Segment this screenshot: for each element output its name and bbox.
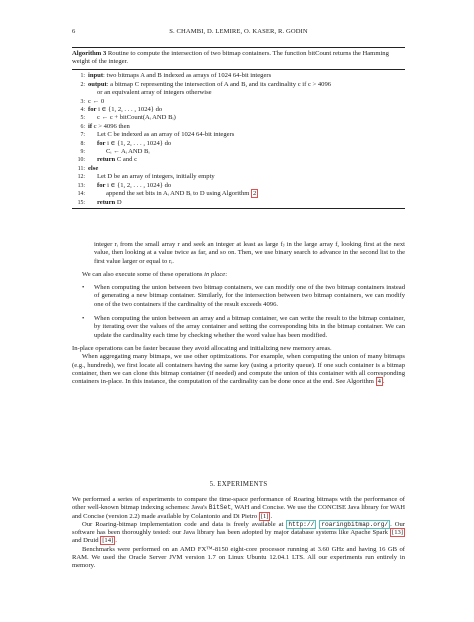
line-number: 4: — [80, 107, 85, 114]
algorithm-line — [72, 106, 405, 114]
line-number: 14: — [77, 191, 85, 198]
experiments-paragraph — [72, 496, 405, 521]
algorithm-block — [72, 47, 405, 209]
algorithm-line — [72, 98, 405, 106]
line-keyword: input — [88, 72, 104, 80]
aggregation-paragraph — [72, 353, 405, 386]
line-text: i ∈ {1, 2, . . . , 1024} do — [96, 106, 163, 114]
algorithm-line — [72, 156, 405, 164]
line-text: c ← 0 — [88, 97, 105, 105]
experiments-end: . — [270, 512, 273, 520]
algorithm-bottom-rule — [72, 208, 405, 209]
line-number: 10: — [77, 157, 85, 164]
algorithm-line — [72, 199, 405, 207]
running-title: S. CHAMBI, D. LEMIRE, O. KASER, R. GODIN — [169, 28, 308, 35]
section-heading: 5. EXPERIMENTS — [209, 481, 268, 488]
line-keyword: for — [88, 106, 97, 114]
line-keyword: for — [97, 139, 106, 147]
aggregation-text: When aggregating many bitmaps, we use other optimizations. For example, when computing the union of many bitmaps (e.g., hundreds), we first locate all containers having the same key (using a priority queue). If one such container is a bitmap container, then we can clone this bitmap container (if needed) and compute the union of this container with all corresponding containers in-place. In this instance, the computation of the cardinality can be done once at the end. See Algorithm — [72, 353, 405, 386]
line-keyword: else — [88, 164, 99, 172]
in-place-intro-suffix: : — [225, 270, 228, 278]
experiments-text-b: , WAH and Concise. We use the CONCISE Java library for WAH and Concise (version 2.2) made available by Colantonio and Di Pietro — [72, 504, 405, 520]
impl-text-b: . Our software has been thoroughly tested: our Java library has been adopted by major database systems like Apache Spark — [72, 520, 405, 537]
url-link-part-1[interactable]: http:// — [288, 520, 315, 528]
algorithm-reference-link[interactable]: 2 — [253, 190, 257, 198]
algorithm-lines — [72, 70, 405, 207]
line-text: : a bitmap C representing the intersection of A and B, and its cardinality c if c > 4096 — [106, 80, 332, 88]
line-number: 5: — [80, 115, 85, 122]
algorithm-reference-link[interactable]: 4 — [377, 378, 381, 386]
algorithm-line — [72, 182, 405, 190]
line-number: 8: — [80, 140, 85, 147]
algorithm-line — [72, 114, 405, 122]
line-text: i ∈ {1, 2, . . . , 1024} do — [105, 139, 172, 147]
algorithm-line — [72, 131, 405, 139]
algorithm-line — [72, 89, 405, 97]
algorithm-line — [72, 165, 405, 173]
in-place-intro — [72, 271, 405, 279]
bullet-item — [76, 284, 405, 309]
algorithm-label: Algorithm 3 — [72, 50, 107, 57]
algorithm-line — [72, 190, 405, 198]
line-text: append the set bits in Aᵢ AND Bᵢ to D using Algorithm — [106, 190, 252, 198]
line-number: 3: — [80, 98, 85, 105]
line-text: i ∈ {1, 2, . . . , 1024} do — [105, 181, 172, 189]
continued-paragraph: integer rᵢ from the small array r and seek an integer at least as large fⱼ in the large array f, looking first at the next value, then looking at a value twice as far, and so on. Then, we use binary search to advance in the second list to the first value larger or equal to rᵢ. — [94, 241, 405, 265]
aggregation-end: . — [382, 378, 385, 386]
line-keyword: return — [97, 156, 116, 164]
line-keyword: output — [88, 80, 107, 88]
line-number: 12: — [77, 174, 85, 181]
bullet-text: When computing the union between two bitmap containers, we can modify one of the two bitmap containers instead of generating a new bitmap container. Similarly, for the intersection between two bitmap containers, we can modify one of the two containers if the cardinality of the result exceeds 4096. — [94, 284, 405, 308]
impl-end: . — [115, 537, 117, 545]
algorithm-caption-text: Routine to compute the intersection of two bitmap containers. The function bitCount returns the Hamming weight of the integer. — [72, 50, 389, 66]
implementation-paragraph — [72, 521, 405, 546]
line-text: Let C be indexed as an array of 1024 64-bit integers — [97, 131, 235, 139]
algorithm-line — [72, 148, 405, 156]
citation-link-14[interactable]: [14] — [102, 537, 114, 545]
bullet-item — [76, 315, 405, 340]
line-text: D — [115, 198, 122, 206]
line-keyword: return — [97, 198, 116, 206]
algorithm-line — [72, 123, 405, 131]
line-text: Let D be an array of integers, initially empty — [97, 173, 215, 181]
benchmark-paragraph: Benchmarks were performed on an AMD FX™-8150 eight-core processor running at 3.60 GHz and having 16 GB of RAM. We used the Oracle Server JVM version 1.7 on Linux Ubuntu 12.04.1 LTS. All our experiments run entirely in memory. — [72, 545, 405, 570]
line-number: 6: — [80, 123, 85, 130]
in-place-intro-prefix: We can also execute some of these operations — [82, 270, 205, 278]
line-number: 7: — [80, 132, 85, 139]
url-link-part-2[interactable]: roaringbitmap.org/ — [321, 520, 389, 528]
line-number: 15: — [77, 199, 85, 206]
body-text-upper — [72, 241, 405, 386]
algorithm-line — [72, 140, 405, 148]
line-number: 2: — [80, 81, 85, 88]
citation-link-1[interactable]: [1] — [260, 512, 269, 520]
line-number: 11: — [77, 165, 85, 172]
line-number: 13: — [77, 182, 85, 189]
line-text: : two bitmaps A and B indexed as arrays of 1024 64-bit integers — [103, 72, 272, 80]
line-number: 9: — [80, 149, 85, 156]
bitset-code: BitSet — [208, 504, 232, 512]
citation-link-13[interactable]: [13] — [392, 529, 403, 537]
line-keyword: if — [88, 122, 93, 130]
line-number: 1: — [80, 73, 85, 80]
algorithm-caption — [72, 48, 405, 68]
algorithm-line — [72, 173, 405, 181]
line-text: or an equivalent array of integers otherwise — [97, 89, 212, 97]
line-keyword: for — [97, 181, 106, 189]
bullet-dot: • — [82, 315, 85, 323]
page-number: 6 — [72, 28, 76, 35]
line-text: C and c — [115, 156, 137, 164]
impl-text-a: Our Roaring-bitmap implementation code and data is freely available at — [82, 520, 287, 528]
page-header — [72, 28, 405, 38]
experiments-text-a: We performed a series of experiments to compare the time-space performance of Roaring bitmaps with the performance of other well-known bitmap indexing schemes: Java's — [72, 496, 405, 512]
line-text: c ← c + bitCount(Aᵢ AND Bᵢ) — [97, 114, 176, 122]
in-place-intro-emph: in place — [204, 270, 226, 278]
line-text: Cᵢ ← Aᵢ AND Bᵢ — [106, 148, 150, 156]
impl-text-c: and Druid — [72, 537, 101, 545]
line-text: c > 4096 then — [92, 122, 130, 130]
bullet-text: When computing the union between an array and a bitmap container, we can write the result to the bitmap container, by iterating over the values of the array container and setting the corresponding bits in the bitmap container. We can update the cardinality each time by checking whether the word value has been modified. — [94, 315, 405, 339]
algorithm-line — [72, 81, 405, 89]
bullet-dot: • — [82, 284, 85, 292]
body-text-lower — [72, 496, 405, 571]
algorithm-line — [72, 72, 405, 80]
in-place-paragraph: In-place operations can be faster because they avoid allocating and initializing new memory areas. — [72, 344, 332, 352]
